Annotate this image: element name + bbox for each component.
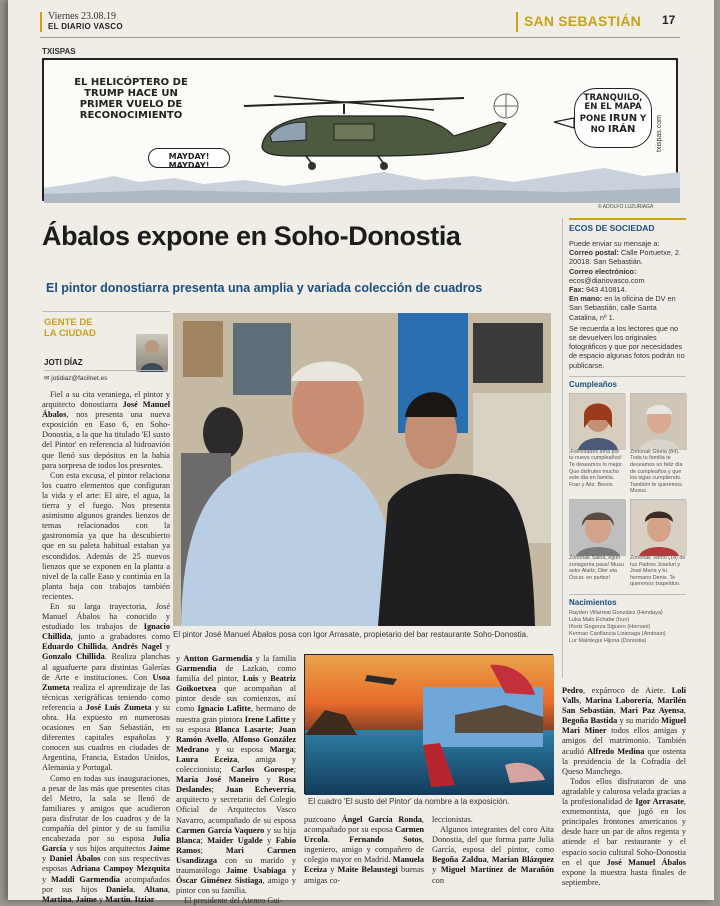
birthday-card — [569, 499, 625, 588]
article-text-run: , exmemontista, que jugó en los principales frontones americanos y desde hace un par de años regenta y atiende el bar restaurante y el espacio socio cultural Soho-Donostia en el que — [562, 797, 686, 867]
comic-label: TXISPAS — [42, 47, 76, 56]
comic-credit: © ADOLFO LUZURIAGA — [598, 204, 654, 210]
sidebar-notice: Se recuerda a los lectores que no se devuelven los originales fotográficos y que por necesidades de espacio algunas fotos podrán no publicarse. — [569, 323, 685, 370]
article-text-run: Carlos Gorospe — [231, 765, 294, 775]
article-text-run: Adriana Campoy Mezquita — [70, 864, 170, 874]
article-text-run: de Lazkao, como familia del pintor, — [176, 664, 296, 684]
article-text-run: Correo postal: — [569, 248, 619, 258]
article-text-run: Beatriz Goikoetxea — [176, 674, 296, 694]
article-text-run: María José Maneiro — [176, 775, 259, 785]
births-title: Nacimientos — [569, 594, 686, 607]
helicopter-drawing — [244, 94, 518, 170]
birthday-caption: Zorionak Telmo (14) de tus Padres Joseluri y José María y tu hermano Denis. Te queremos txapeldun. — [630, 555, 686, 588]
article-text-run: y su esposa — [176, 714, 296, 734]
article-text-run: ; — [200, 835, 208, 845]
article-text-run: , amiga y coleccionista; — [176, 754, 296, 775]
article-text-run: Correo electrónico: — [569, 266, 637, 276]
article-column-3 — [304, 815, 424, 885]
article-text-run: Calle Portuetxe, 2. 20018. San Sebastián. — [569, 248, 681, 267]
article-text-run: Daniel Ábalos — [49, 854, 101, 864]
article-text-run: , — [105, 642, 112, 652]
mail-icon: ✉ — [44, 375, 50, 382]
article-text-run: y — [285, 865, 296, 875]
article-text-run: , — [613, 706, 620, 716]
article-text-run: Miguel Mari Miner — [562, 716, 686, 736]
article-text-run: Daniela — [105, 884, 134, 894]
birthday-photo — [569, 499, 625, 555]
article-text-run: Todos ellos disfrutaron de una agradable y calurosa velada gracias a la profesionalidad de — [562, 776, 686, 807]
article-text-run: Begoña Zaldua — [432, 855, 487, 865]
article-text-run: y su hija — [264, 825, 296, 835]
article-text-run: , — [579, 696, 586, 706]
comic-bubble-mayday: MAYDAY! MAYDAY! — [148, 148, 230, 168]
birth-entry: Lur Malotegui Hijona (Donostia) — [569, 637, 647, 644]
article-text-run: expone la muestra hasta finales de septiembre. — [562, 867, 686, 887]
article-text-run: Julia García — [42, 834, 170, 854]
birthday-caption: ¡Felicidades ama por tu nuevo cumpleaños! Te deseamos lo mejor. Que disfrutes mucho este día en familia. Fran y Aitz. Besos. — [569, 448, 623, 488]
article-text-run: y la familia — [252, 654, 296, 663]
article-text-run: en la oficina de DV en San Sebastián, calle Santa Catalina, nº 1. — [569, 294, 676, 322]
article-text-run: Martín — [105, 894, 131, 904]
author-name: JOTI DÍAZ — [44, 358, 83, 367]
newspaper-page — [8, 0, 714, 906]
section-label-line-2: LA CIUDAD — [44, 328, 96, 339]
painting-caption: El cuadro 'El susto del Pintor' da nombre a la exposición. — [308, 797, 510, 806]
article-text-run: Maddi Garmendia — [51, 874, 120, 884]
section-accent-bar — [516, 12, 518, 32]
article-text-run: Gonzalo Chillida — [42, 652, 105, 662]
article-text-run: Andrés Nagel — [111, 642, 162, 652]
article-column-4-lead: leccionistas. — [432, 815, 473, 824]
article-text-run: 943 410814. — [584, 285, 627, 295]
birthdays-grid — [569, 393, 686, 588]
section-label-line-1: GENTE DE — [44, 317, 93, 328]
birthdays-title: Cumpleaños — [569, 376, 686, 389]
article-text-run: buenas amigas co- — [304, 865, 424, 885]
author-rule — [44, 370, 168, 371]
article-text-run: Algunos integrantes del coro Aita Donostia, del que forma parte Julia García, esposa del pintor, como — [432, 825, 554, 855]
birthday-photo — [569, 393, 625, 449]
article-text-run: , — [486, 855, 492, 865]
article-text-run: Carmen Urcola — [304, 825, 424, 845]
article-text-run: , — [167, 884, 170, 894]
article-text-run: y sus hijos arquitectos — [66, 844, 149, 854]
article-text-run: ; — [200, 845, 226, 855]
article-text-run: , arquitecto y secretario del Colegio Oficial de Arquitectos Vasco Navarro, acompañado de su esposa — [176, 785, 296, 825]
section-label-rule — [42, 311, 170, 312]
article-text-run: Rosa Deslandes — [176, 775, 296, 795]
article-text-run: Igor Arrasate — [635, 797, 684, 807]
comic-bubble-tranquilo — [574, 88, 652, 148]
article-text-run: puzcoano — [304, 815, 342, 824]
article-text-run: Maider Ugalde — [207, 835, 263, 845]
article-text-run: Maite Belaustegi — [337, 865, 398, 875]
article-text-run: Itziar — [134, 894, 155, 904]
article-text-run: y su esposa — [208, 744, 270, 754]
masthead-paper-name: EL DIARIO VASCO — [48, 22, 123, 31]
birthday-photo — [630, 393, 686, 449]
article-text-run: Loli Valls — [562, 686, 686, 706]
article-text-run: ; — [293, 765, 297, 775]
article-text-run: y — [327, 865, 338, 875]
article-headline: Ábalos expone en Soho-Donostia — [42, 221, 461, 251]
sidebar-email-link[interactable]: ecos@diariovasco.com — [569, 275, 645, 285]
article-text-run: Marga — [269, 744, 294, 754]
article-text-run: Blanca — [176, 835, 201, 845]
article-text-run: Como en todas sus inauguraciones, a pesar de las más que presentes citas del Metro, la sala se llenó de familiares y amigos que acudieron para disfrutar de los cuadros y de la compañía del pintor y de su familia encabezada por su esposa — [42, 773, 170, 844]
article-text-run: y — [42, 854, 50, 864]
article-text-run: Jaime — [75, 894, 97, 904]
article-text-run: . Realiza planchas al aguafuerte para distintas Galerías de Arte e instituciones. Con — [42, 652, 170, 682]
article-text-run: , — [651, 696, 658, 706]
article-text-run: y — [96, 894, 106, 904]
article-text-run: José Manuel Ábalos — [606, 857, 686, 867]
section-title: SAN SEBASTIÁN — [524, 13, 641, 29]
article-text-run: Mari Paz Ayensa — [619, 706, 684, 716]
comic-caption-box: EL HELICÓPTERO DE TRUMP HACE UN PRIMER VUELO DE RECONOCIMIENTO — [74, 77, 188, 121]
article-text-run: José Manuel Ábalos — [42, 400, 170, 420]
article-text-run: Carmen García Vaquero — [176, 825, 265, 835]
author-email-text: jotidiaz@facilnet.es — [51, 375, 108, 382]
comic-bubble-iran: IRÁN — [607, 124, 636, 136]
article-text-run: ; — [271, 724, 279, 734]
painting-photo — [304, 654, 553, 794]
masthead-accent-bar — [40, 12, 42, 32]
article-text-run: Usoa Zumeta — [42, 672, 170, 692]
article-text-run: y — [176, 654, 184, 663]
article-text-run: Pedro — [562, 686, 584, 695]
main-photo-caption: El pintor José Manuel Ábalos posa con Igor Arrasate, propietario del bar restaurante Soho-Donostia. — [173, 630, 529, 639]
article-text-run: , hermano de nuestra gran pintora — [176, 704, 296, 724]
article-text-run: , — [226, 734, 233, 744]
article-text-run: Ignacio Chillida — [42, 622, 170, 642]
article-text-run: , junto a grabadores como — [70, 632, 170, 642]
birthday-card — [630, 499, 686, 588]
sidebar-ecos — [562, 218, 686, 678]
article-text-run: Martina — [42, 894, 72, 904]
article-text-run: Jaime Usabiaga — [226, 865, 286, 875]
article-text-run: En su larga trayectoria, José Manuel Ábalos ha conocido y estudiado los trabajos de — [42, 601, 170, 632]
article-text-run: , nos presenta una nueva exposición en Easo 6, en Soho-Donostia, a la que ha titulado 'El susto del Pintor' en referencia al hidroavión que llenó sus depósitos en la bahía para sorpresa de todos los presentes. — [42, 410, 170, 470]
article-text-run: Blanca Lasarte — [215, 724, 272, 734]
page-number: 17 — [662, 13, 676, 27]
sidebar-intro: Puede enviar su mensaje a: — [569, 239, 660, 248]
article-text-run: , acompañado por su esposa — [304, 815, 424, 835]
birth-entry: Luka Malo Echabe (Irun) — [569, 616, 630, 623]
article-column-5 — [562, 686, 687, 887]
birthday-photo — [630, 499, 686, 555]
masthead-date: Viernes 23.08.19 — [48, 11, 116, 22]
article-text-run: con — [432, 875, 444, 885]
article-text-run: , ingeniero, amigo y compañero de colegio mayor en Madrid. — [304, 835, 424, 865]
article-column-4 — [432, 815, 554, 885]
article-text-run: Marilén San Sebastián — [562, 696, 687, 716]
article-text-run: acompañados por sus hijos — [42, 874, 170, 894]
article-text-run: Luis — [242, 674, 259, 684]
article-text-run: ; — [211, 785, 226, 795]
article-text-run: Irene Lafitte — [244, 714, 290, 724]
birth-entry: Kerman Canflancia Lizarraga (Andoain) — [569, 630, 666, 637]
article-text-run: que ostenta la presidencia de la Cofradía del Queso Manchego. — [562, 746, 686, 776]
article-text-run: ; — [293, 744, 296, 754]
article-text-run: y su marido — [617, 716, 662, 726]
sidebar-contact-block — [569, 239, 686, 370]
article-text-run: , amigo y pintor con su familia. — [176, 876, 296, 896]
article-text-run: , — [683, 706, 686, 716]
article-text-run: Fax: — [569, 285, 585, 295]
article-text-run: Ignacio Lafitte — [197, 704, 251, 714]
article-text-run: y su obra. Ha expuesto en numerosas ocasiones en San Sebastián, en diferentes capitales españolas y conocen sus cuadros en ciudades de Argentina, Francia, Estados Unidos, Alemania y Portugal. — [42, 702, 170, 773]
article-text-run: Manuela Eceiza — [304, 855, 424, 875]
article-text-run: Jaime — [148, 844, 170, 854]
article-text-run: Juan Echeverría — [225, 785, 294, 795]
article-text-run: , — [133, 884, 144, 894]
article-text-run: Alfredo Medina — [587, 746, 645, 756]
main-photo — [173, 313, 551, 626]
article-text-run: Laura Eceiza — [176, 754, 238, 764]
article-text-run: En mano: — [569, 294, 603, 304]
birthday-card — [630, 393, 686, 495]
article-text-run: Fernando Sotos — [349, 835, 422, 845]
article-text-run: Altana — [143, 884, 168, 894]
birthday-card — [569, 393, 625, 495]
article-text-run: Juan Ramón Avello — [176, 724, 296, 744]
article-text-run: con sus respectivas esposas — [42, 854, 170, 874]
article-text-run: y — [42, 874, 52, 884]
sidebar-title: ECOS DE SOCIEDAD — [569, 218, 686, 233]
article-text-run: y — [432, 865, 441, 875]
article-subheadline: El pintor donostiarra presenta una amplia y variada colección de cuadros — [46, 281, 483, 295]
article-text-run: todos ellos amigas y amigos del matrimonio. También acudió — [562, 726, 686, 756]
article-text-run: realiza el aprendizaje de las técnicas xerigráficas teniendo como referencia a — [42, 682, 170, 712]
birth-entry: Rayden Villarreal González (Hendaya) — [569, 609, 663, 616]
masthead-rule — [40, 37, 680, 38]
article-text-run: y — [258, 674, 271, 684]
comic-strip — [42, 58, 678, 201]
article-column-1 — [42, 390, 170, 904]
article-column-2 — [176, 654, 297, 906]
birthday-caption: Zorionak Saioa, egun zoriagarria pasa! Musu asko Alaitz, Oier eta Óscar. en partez! — [569, 555, 624, 581]
article-text-run: y — [161, 642, 170, 652]
article-text-run: Mari Carmen Usandizaga — [176, 845, 296, 865]
article-text-run: Fiel a su cita veraniega, el pintor y arquitecto donostiarra — [42, 390, 170, 410]
article-text-run: Antton Garmendia — [183, 654, 253, 663]
article-text-run: Begoña Bastida — [562, 716, 618, 726]
article-text-run: y — [262, 835, 276, 845]
article-text-run: y — [258, 775, 279, 785]
birthday-caption: Zorionak Gloria (84). Toda tu familia te deseamos un feliz día de cumpleaños y que los sigas cumpliendo. También te queremos. Muxus. — [630, 448, 684, 495]
article-column-2-tail: El presidente del Ateneo Gui- — [184, 896, 283, 906]
comic-side-url: txispas.com — [656, 115, 663, 152]
article-text-run: , — [71, 894, 76, 904]
article-text-run: . — [327, 835, 350, 845]
article-text-run: Miguel Martínez de Marañón — [440, 865, 554, 875]
article-text-run: Óscar Giménez Sistiaga — [176, 876, 263, 886]
article-text-run: Alfonso González Medrano — [176, 734, 297, 754]
article-text-run: José Luis Zumeta — [85, 702, 152, 712]
author-email[interactable] — [44, 374, 107, 382]
birth-entry: Iñortz Gogorza Siguero (Hernani) — [569, 623, 651, 630]
article-text-run: Fabio Ramos — [176, 835, 296, 855]
article-text-run: Garmendia — [176, 664, 217, 674]
article-text-run: Eduardo Chillida — [42, 642, 106, 652]
article-text-run: , expárroco de Aiete. — [583, 686, 672, 695]
article-paragraph-2: Con esta excusa, el pintor relaciona los cuatro elementos que configuran la vida y el arte: El aire, el agua, la tierra y el fuego. Nos presenta asimismo algunos grandes lienzos de temas relacionados con la gastronomía ya que ha descubierto que en su paleta habitual estaban ya escondidos. Además de 25 nuevos lienzos que se exponen en la planta a nivel de la calle Easo y continúa en la planta baja con trabajos también recientes. — [42, 470, 170, 601]
article-text-run: . — [130, 894, 135, 904]
comic-bubble-irun: IRUN — [609, 112, 638, 124]
article-text-run: con su marido y traumatólogo — [176, 855, 296, 875]
author-photo — [136, 334, 168, 372]
article-text-run: Marian Blázquez — [491, 855, 554, 865]
comic-bubble-text-2: Y NO — [590, 113, 647, 136]
article-text-run: Ángel García Ronda — [341, 815, 422, 824]
births-list — [569, 610, 686, 645]
comic-bubble-text-1: TRANQUILO, EN EL MAPA PONE — [579, 93, 643, 124]
section-label — [44, 317, 96, 339]
article-text-run: que acompañan al pintor desde sus comienzos, así como — [176, 684, 296, 714]
article-text-run: Marina Laborería — [585, 696, 652, 706]
